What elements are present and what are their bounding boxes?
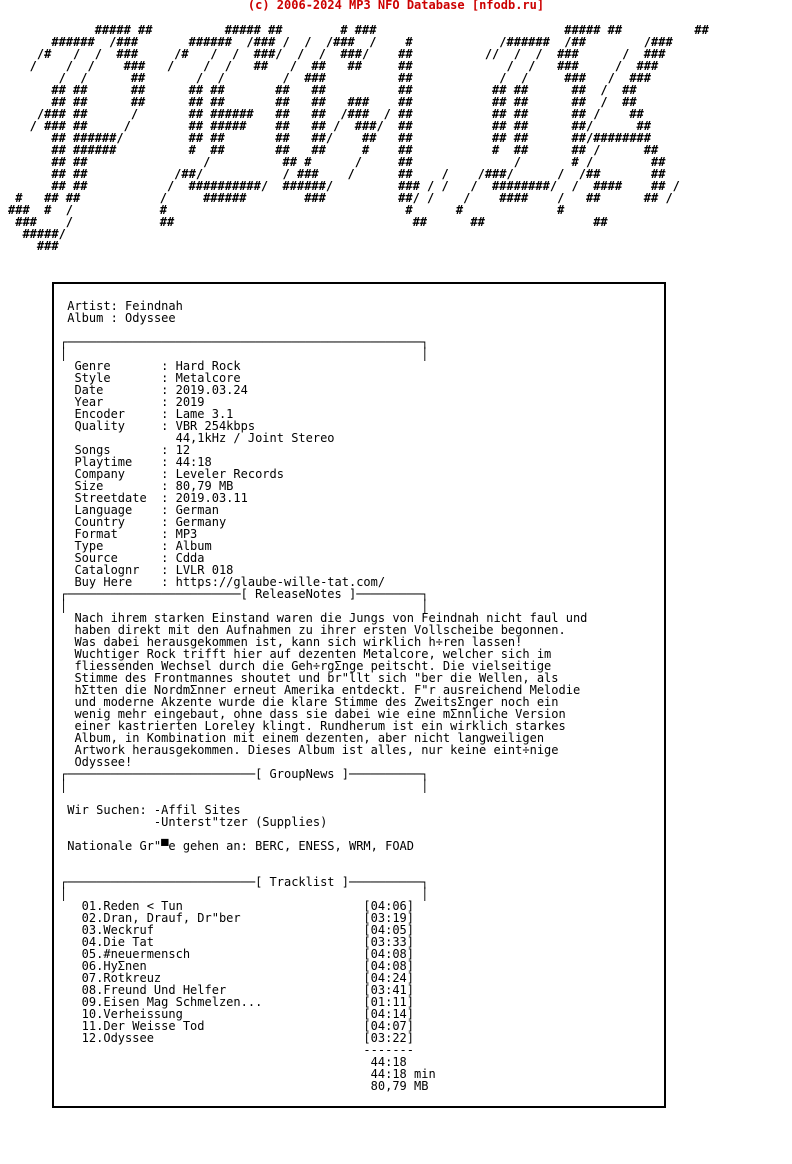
release-notes-line: haben direkt mit den Aufnahmen zu ihrer ersten Vollscheibe begonnen. [60,623,566,637]
info-row: Size : 80,79 MB [60,479,234,493]
total-size: 80,79 MB [60,1079,429,1093]
info-row: Language : German [60,503,219,517]
release-notes-line: Artwork herausgekommen. Dieses Album ist alles, nur keine eint÷nige [60,743,559,757]
info-row: Encoder : Lame 3.1 [60,407,234,421]
release-notes-line: einer kastrierten Loreley klingt. Rundherum ist ein wirklich starkes [60,719,566,733]
track-row: 12.Odyssee [03:22] [60,1031,415,1045]
info-row: Playtime : 44:18 [60,455,212,469]
group-news [60,767,428,853]
info-row: Date : 2019.03.24 [60,383,248,397]
tracklist-title: ┌──────────────────────────[ Tracklist ]──────────┐ [60,875,429,889]
track-row: 08.Freund Und Helfer [03:41] [60,983,415,997]
info-row: Buy Here : https://glaube-wille-tat.com/ [60,575,386,589]
rule-edge: │ │ [60,347,429,361]
release-notes-line: Wuchtiger Rock trifft hier auf dezenten Metalcore, welcher sich im [60,647,552,661]
release-notes-line: Nach ihrem starken Einstand waren die Jungs von Feindnah nicht faul und [60,611,588,625]
release-notes-line: fliessenden Wechsel durch die Geh÷rgΣnge peitscht. Die vielseitige [60,659,552,673]
track-row: 10.Verheissung [04:14] [60,1007,415,1021]
rule-edge: │ │ [60,779,429,793]
release-notes-line: Was dabei herausgekommen ist, kann sich wirklich h÷ren lassen! [60,635,523,649]
info-row: 44,1kHz / Joint Stereo [60,431,335,445]
info-row: Format : MP3 [60,527,198,541]
track-row: 07.Rotkreuz [04:24] [60,971,415,985]
group-news-line: Wir Suchen: -Affil Sites [60,803,241,817]
total-time-min: 44:18 min [60,1067,436,1081]
info-row: Source : Cdda [60,551,205,565]
ascii-logo: ##### ## ##### ## # ### ##### ## ## ###### /### ###### /### / / /### / # /###### /## /### /# / / ### /# / / ###/ / / ###/ ## // / / ### / ### / / / ### / / / ## / ## ## ## / / ### / ### / / ## / / / ### ## / / ### / ### ## ## ## ## ## ## ## ## ## ## ## / ## ## ## ## ## ## ## ## ### ## ## ## ## / ## /### ## / ## ###### ## ## /### / ## ## ## ## / ## / ### ## / ## ##### ## ## / ###/ ## ## ## ##/ ## ## ######/ ## ## ## ##/ ## ## ## ## ##/######## ## ###### # ## ## ## # ## # ## ## / ## ## ## / ## # / ## / # / ## ## ## /##/ / ### / ## / /###/ / /## ## ## ## / ##########/ ######/ ### / / / ########/ / #### ## / # ## ## / ###### ### ##/ / / #### / ## ## / ### # / # # # # ### / ## ## ## ## #####/ ### [8,23,709,253]
info-row: Genre : Hard Rock [60,359,241,373]
page-header: (c) 2006-2024 MP3 NFO Database [nfodb.ru] [247,0,545,12]
track-row: 04.Die Tat [03:33] [60,935,415,949]
release-notes-title: ┌────────────────────────[ ReleaseNotes ]─────────┐ [60,587,429,601]
artist-line: Artist: Feindnah [67,299,183,313]
total-rule: ------- [60,1043,415,1057]
rule-edge: │ │ [60,887,429,901]
info-row: Year : 2019 [60,395,205,409]
release-info [60,335,428,589]
info-row: Company : Leveler Records [60,467,284,481]
total-time: 44:18 [60,1055,407,1069]
info-row: Type : Album [60,539,212,553]
release-notes-line: wenig mehr eingebaut, ohne dass sie dabei wie eine mΣnnliche Version [60,707,566,721]
release-notes-line: und moderne Akzente wurde die klare Stimme des ZweitsΣnger noch ein [60,695,559,709]
nfo-text [60,300,587,1092]
track-row: 06.HyΣnen [04:08] [60,959,415,973]
track-row: 09.Eisen Mag Schmelzen... [01:11] [60,995,415,1009]
track-row: 01.Reden < Tun [04:06] [60,899,415,913]
group-news-line: Nationale Gr"▀e gehen an: BERC, ENESS, WRM, FOAD [60,839,415,853]
album-value: Odyssee [125,311,176,325]
track-row: 05.#neuermensch [04:08] [60,947,415,961]
rule-edge: │ │ [60,599,429,613]
track-row: 02.Dran, Drauf, Dr"ber [03:19] [60,911,415,925]
release-notes-line: Stimme des Frontmannes shoutet und br"llt sich "ber die Wellen, als [60,671,559,685]
tracklist [60,875,436,1093]
artist-value: Feindnah [125,299,183,313]
info-rule: ┌─────────────────────────────────────────────────┐ [60,335,429,349]
info-row: Songs : 12 [60,443,191,457]
group-news-title: ┌──────────────────────────[ GroupNews ]──────────┐ [60,767,429,781]
track-row: 03.Weckruf [04:05] [60,923,415,937]
release-notes [60,587,587,769]
info-row: Quality : VBR 254kbps [60,419,256,433]
release-notes-line: Odyssee! [60,755,133,769]
info-row: Country : Germany [60,515,227,529]
album-line: Album : Odyssee [67,311,176,325]
info-row: Streetdate : 2019.03.11 [60,491,248,505]
release-notes-line: hΣtten die NordmΣnner erneut Amerika entdeckt. F"r ausreichend Melodie [60,683,581,697]
group-news-line: -Unterst"tzer (Supplies) [60,815,328,829]
info-row: Catalognr : LVLR 018 [60,563,234,577]
info-row: Style : Metalcore [60,371,241,385]
release-notes-line: Album, in Kombination mit einem dezenten, aber nicht langweiligen [60,731,545,745]
track-row: 11.Der Weisse Tod [04:07] [60,1019,415,1033]
